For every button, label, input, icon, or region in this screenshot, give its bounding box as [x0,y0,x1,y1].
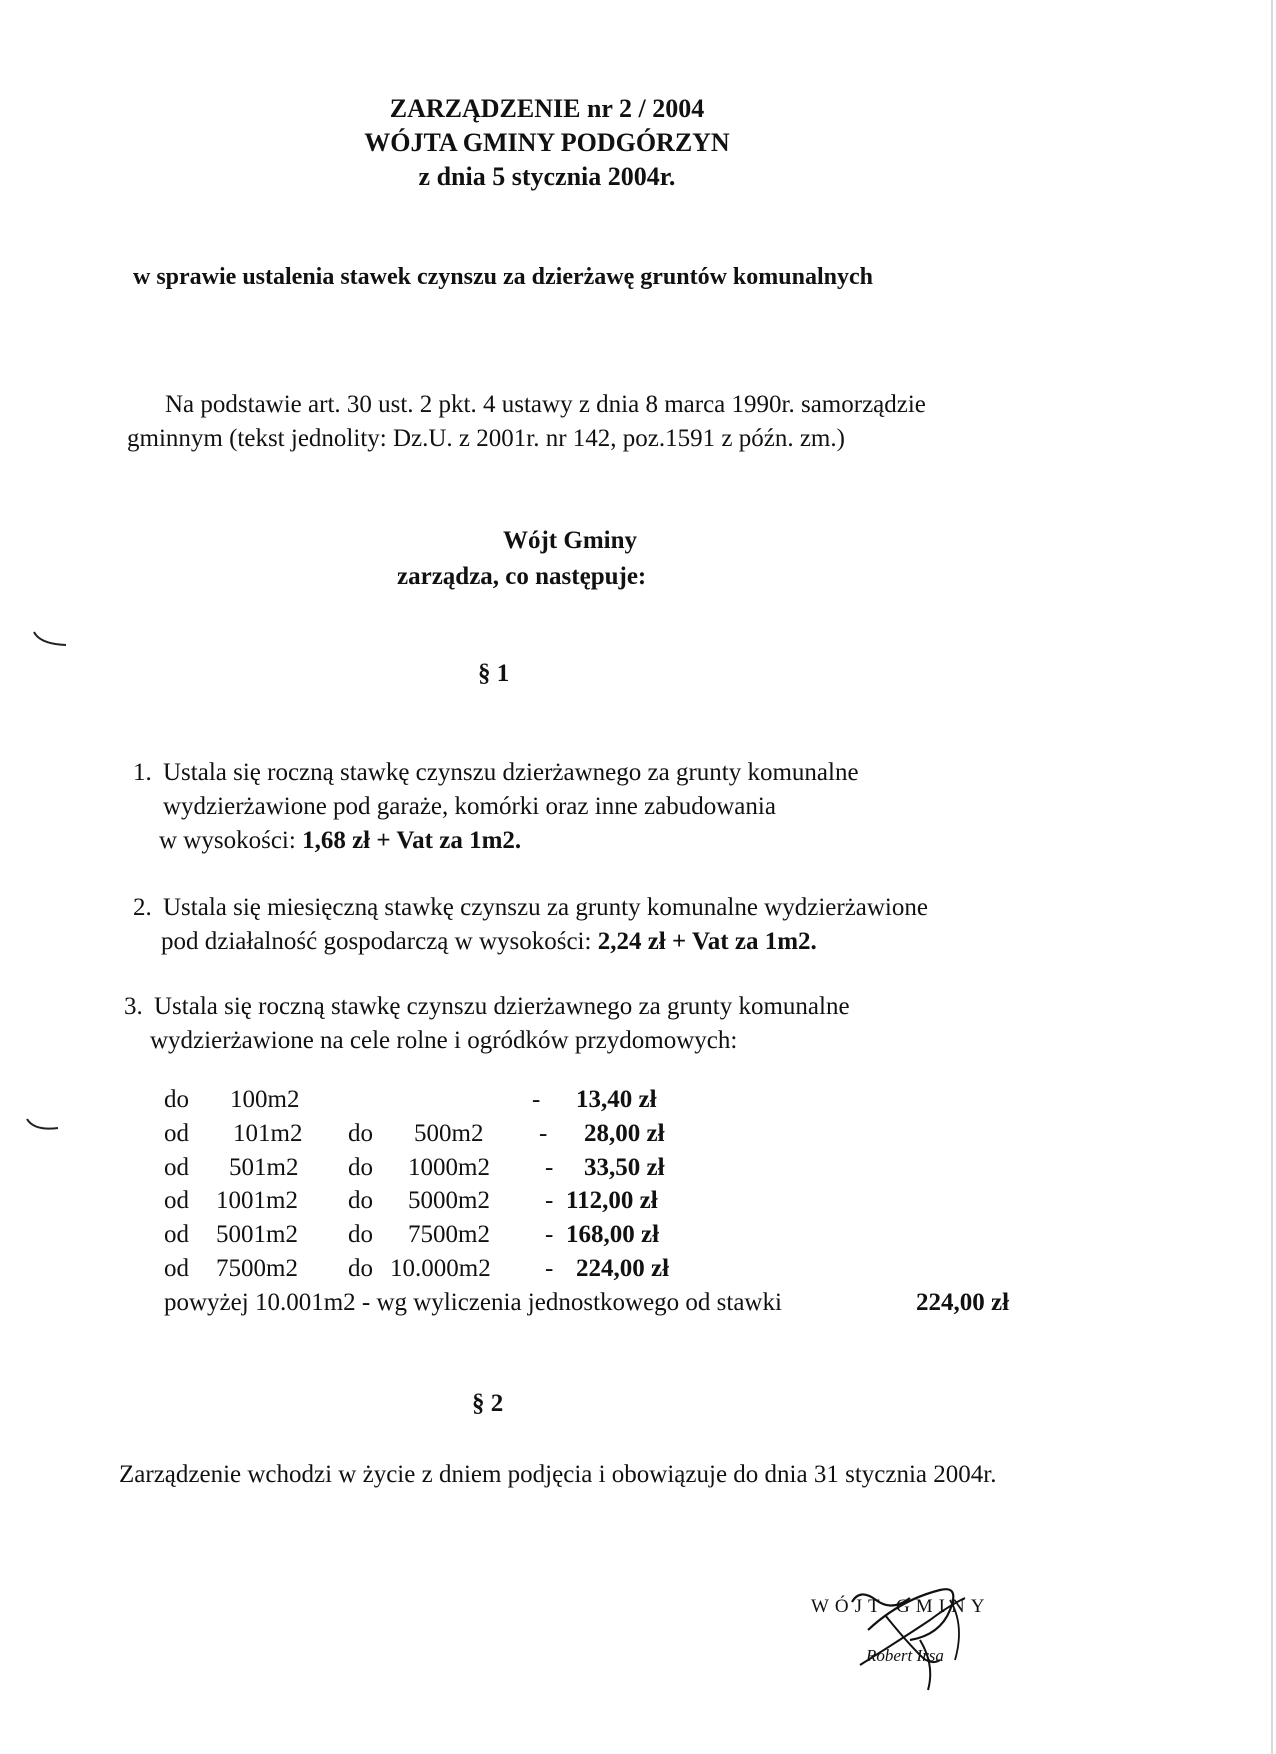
tier-from: 100m2 [230,1086,300,1113]
margin-tick-mark-icon [24,1117,64,1137]
tier-row-above [0,1289,1276,1323]
document-title: ZARZĄDZENIE nr 2 / 2004 [389,94,705,123]
signature-stamp [790,1570,1090,1700]
tier-to-word: do [348,1154,373,1181]
item-1-rate-label: w wysokości: [159,827,303,854]
tier-to-word: do [348,1120,373,1147]
tier-amount: 224,00 zł [576,1255,670,1282]
tier-from-word: od [164,1255,189,1282]
stamp-title: WÓJT GMINY [811,1596,991,1617]
handwritten-signature-icon [790,1570,1090,1700]
item-3-line-2: wydzierżawione na cele rolne i ogródków przydomowych: [150,1027,738,1054]
item-1-line-3 [159,824,521,858]
tier-from: 101m2 [233,1120,303,1147]
tier-from: 7500m2 [216,1255,298,1282]
tier-from-word: od [164,1120,189,1147]
tier-to: 7500m2 [408,1221,490,1248]
tier-to-word: do [348,1187,373,1214]
tier-row [0,1120,1276,1154]
section-1-heading: § 1 [478,660,510,687]
item-1-line-1: Ustala się roczną stawkę czynszu dzierżawnego za grunty komunalne [163,759,859,786]
tier-amount: 28,00 zł [584,1120,665,1147]
tier-above-amount: 224,00 zł [916,1289,1010,1316]
tier-row [0,1187,1276,1221]
tier-dash: - [532,1086,541,1113]
tier-to: 5000m2 [408,1187,490,1214]
tier-row [0,1086,1276,1120]
item-2-line-2 [161,925,817,959]
item-3-number: 3. [124,993,143,1020]
tier-amount: 168,00 zł [566,1221,660,1248]
tier-dash: - [539,1120,548,1147]
item-2-rate-label: pod działalność gospodarczą w wysokości: [161,928,598,955]
stamp-name: Robert Irsa [866,1646,944,1665]
tier-dash: - [545,1255,554,1282]
tier-row [0,1221,1276,1255]
item-2-rate-value: 2,24 zł + Vat za 1m2. [597,928,817,955]
legal-basis-line-2: gminnym (tekst jednolity: Dz.U. z 2001r. nr 142, poz.1591 z późn. zm.) [127,425,845,452]
margin-tick-mark-icon [30,630,70,650]
tier-from-word: od [164,1221,189,1248]
tier-from: 501m2 [229,1154,299,1181]
tier-to: 10.000m2 [390,1255,491,1282]
item-2-number: 2. [133,894,152,921]
tier-from-word: od [164,1187,189,1214]
section-2-heading: § 2 [472,1390,504,1417]
tier-dash: - [545,1154,554,1181]
tier-to-word: do [348,1221,373,1248]
decree-authority: Wójt Gminy [502,527,638,554]
document-issuer: WÓJTA GMINY PODGÓRZYN [364,128,730,157]
item-3-line-1: Ustala się roczną stawkę czynszu dzierżawnego za grunty komunalne [154,993,850,1020]
decree-statement: zarządza, co następuje: [397,563,647,590]
tier-dash: - [545,1187,554,1214]
tier-to: 500m2 [414,1120,484,1147]
tier-amount: 13,40 zł [576,1086,657,1113]
tier-amount: 112,00 zł [566,1187,658,1214]
tier-to-word: do [348,1255,373,1282]
tier-row [0,1154,1276,1188]
item-1-line-2: wydzierżawione pod garaże, komórki oraz inne zabudowania [163,793,776,820]
document-subject: w sprawie ustalenia stawek czynszu za dzierżawę gruntów komunalnych [133,264,873,290]
item-1-number: 1. [133,759,152,786]
scan-edge [1271,0,1273,1754]
tier-dash: - [545,1221,554,1248]
tier-from-word: od [164,1154,189,1181]
tier-to: 1000m2 [408,1154,490,1181]
tier-amount: 33,50 zł [584,1154,665,1181]
tier-row [0,1255,1276,1289]
item-2-line-1: Ustala się miesięczną stawkę czynszu za grunty komunalne wydzierżawione [163,894,928,921]
legal-basis-line-1: Na podstawie art. 30 ust. 2 pkt. 4 ustawy z dnia 8 marca 1990r. samorządzie [165,391,926,418]
item-1-rate-value: 1,68 zł + Vat za 1m2. [302,827,522,854]
tier-from-word: do [164,1086,189,1113]
tier-from: 5001m2 [216,1221,298,1248]
section-2-text: Zarządzenie wchodzi w życie z dniem podjęcia i obowiązuje do dnia 31 stycznia 2004r. [119,1461,997,1488]
tier-from: 1001m2 [216,1187,298,1214]
tier-above-text: powyżej 10.001m2 - wg wyliczenia jednostkowego od stawki [164,1289,782,1316]
document-date: z dnia 5 stycznia 2004r. [418,162,676,191]
